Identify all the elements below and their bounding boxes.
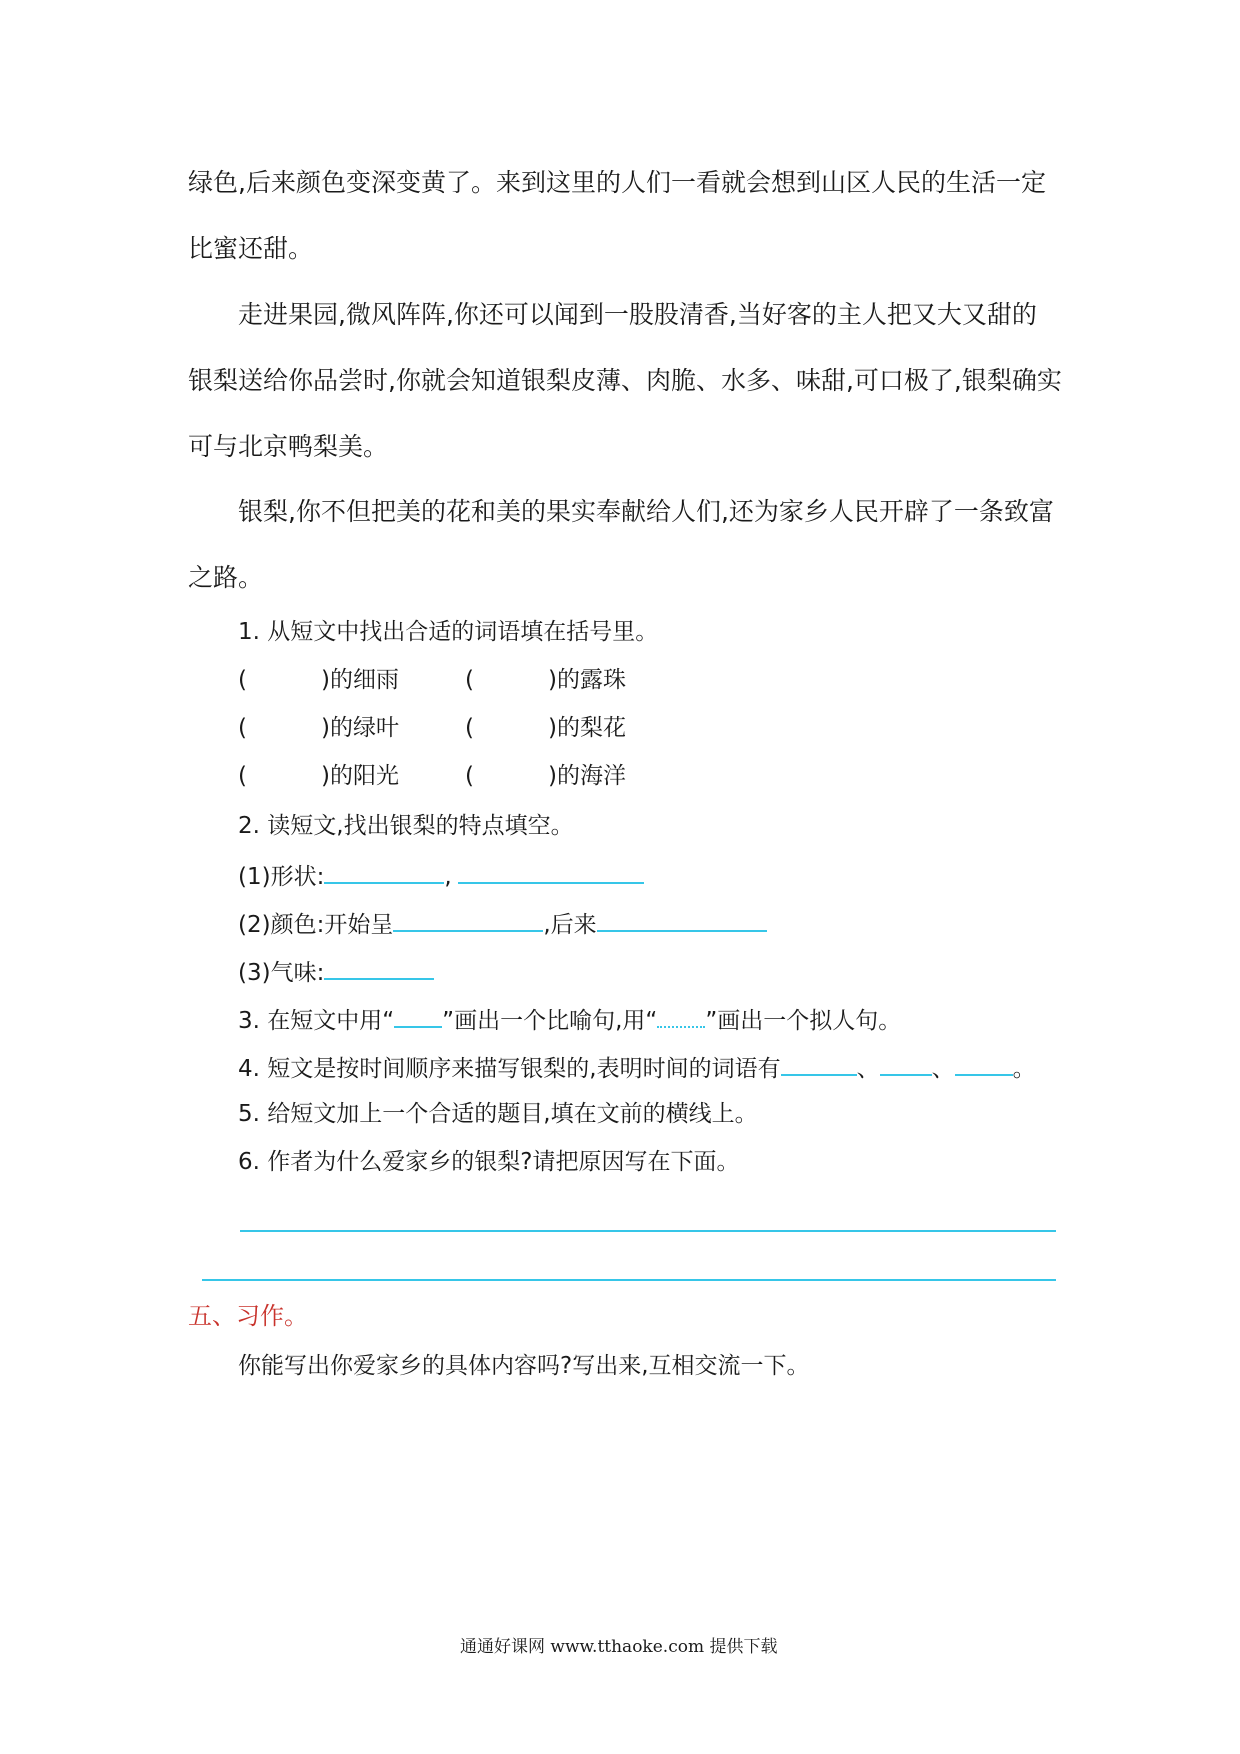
time-word-blank-2[interactable]: [880, 1052, 932, 1076]
dun-mark: 、: [931, 1056, 955, 1082]
passage-line-3: 走进果园,微风阵阵,你还可以闻到一股股清香,当好客的主人把又大又甜的: [238, 300, 1037, 329]
color-blank-1[interactable]: [393, 908, 543, 932]
q2-shape-label: (1)形状:: [238, 864, 325, 890]
smell-blank[interactable]: [324, 956, 434, 980]
q3-part-c: ”画出一个拟人句。: [705, 1008, 902, 1034]
question-5: 5. 给短文加上一个合适的题目,填在文前的横线上。: [238, 1101, 758, 1127]
q2-smell-row: [238, 956, 434, 987]
question-4: [238, 1052, 1036, 1083]
paren-open: (: [465, 667, 474, 693]
q1-item-4: 的梨花: [556, 715, 626, 741]
time-word-blank-3[interactable]: [955, 1052, 1013, 1076]
question-6: 6. 作者为什么爱家乡的银梨?请把原因写在下面。: [238, 1149, 740, 1175]
q1-row-3: [238, 762, 399, 790]
passage-line-7: 之路。: [188, 563, 264, 592]
q1-item-3: 的绿叶: [329, 715, 399, 741]
paren-close: ): [547, 763, 557, 789]
question-1: 1. 从短文中找出合适的词语填在括号里。: [238, 619, 659, 645]
comma: ,: [444, 864, 452, 890]
paren-close: ): [320, 763, 330, 789]
q3-part-b: ”画出一个比喻句,用“: [442, 1008, 658, 1034]
section-5-heading: 五、习作。: [188, 1302, 308, 1330]
q3-part-a: 3. 在短文中用“: [238, 1008, 395, 1034]
paren-open: (: [238, 715, 247, 741]
q2-shape-row: [238, 860, 644, 891]
q1-row-2b: [465, 714, 626, 742]
period: 。: [1012, 1056, 1036, 1082]
shape-blank-2[interactable]: [458, 860, 644, 884]
shape-blank-1[interactable]: [324, 860, 444, 884]
paren-open: (: [465, 763, 474, 789]
q2-color-row: [238, 908, 767, 939]
paren-close: ): [320, 667, 330, 693]
passage-line-1: 绿色,后来颜色变深变黄了。来到这里的人们一看就会想到山区人民的生活一定: [188, 168, 1046, 197]
passage-line-4: 银梨送给你品尝时,你就会知道银梨皮薄、肉脆、水多、味甜,可口极了,银梨确实: [188, 366, 1062, 395]
q1-item-5: 的阳光: [329, 763, 399, 789]
q2-smell-label: (3)气味:: [238, 960, 325, 986]
q1-row-2: [238, 714, 399, 742]
question-3: [238, 1004, 901, 1035]
paren-close: ): [320, 715, 330, 741]
q2-color-later: ,后来: [543, 912, 597, 938]
footer-text: 通通好课网 www.tthaoke.com 提供下载: [460, 1637, 778, 1657]
passage-line-6: 银梨,你不但把美的花和美的果实奉献给人们,还为家乡人民开辟了一条致富: [238, 497, 1054, 526]
q1-item-1: 的细雨: [329, 667, 399, 693]
q1-row-1: [238, 666, 399, 694]
paren-open: (: [238, 763, 247, 789]
time-word-blank-1[interactable]: [781, 1052, 857, 1076]
section-5-prompt: 你能写出你爱家乡的具体内容吗?写出来,互相交流一下。: [238, 1353, 810, 1379]
q1-item-2: 的露珠: [556, 667, 626, 693]
q1-row-3b: [465, 762, 626, 790]
answer-line-1[interactable]: [240, 1230, 1056, 1232]
color-blank-2[interactable]: [597, 908, 767, 932]
paren-open: (: [465, 715, 474, 741]
q1-row-1b: [465, 666, 626, 694]
passage-line-2: 比蜜还甜。: [188, 234, 314, 263]
q2-color-label: (2)颜色:开始呈: [238, 912, 394, 938]
q1-item-6: 的海洋: [556, 763, 626, 789]
wavy-line-sample: [657, 1004, 705, 1028]
dun-mark: 、: [856, 1056, 880, 1082]
q4-text: 4. 短文是按时间顺序来描写银梨的,表明时间的词语有: [238, 1056, 781, 1082]
paren-open: (: [238, 667, 247, 693]
passage-line-5: 可与北京鸭梨美。: [188, 432, 389, 461]
question-2: 2. 读短文,找出银梨的特点填空。: [238, 813, 574, 839]
paren-close: ): [547, 715, 557, 741]
straight-line-sample: [394, 1004, 442, 1028]
answer-line-2[interactable]: [202, 1279, 1056, 1281]
paren-close: ): [547, 667, 557, 693]
